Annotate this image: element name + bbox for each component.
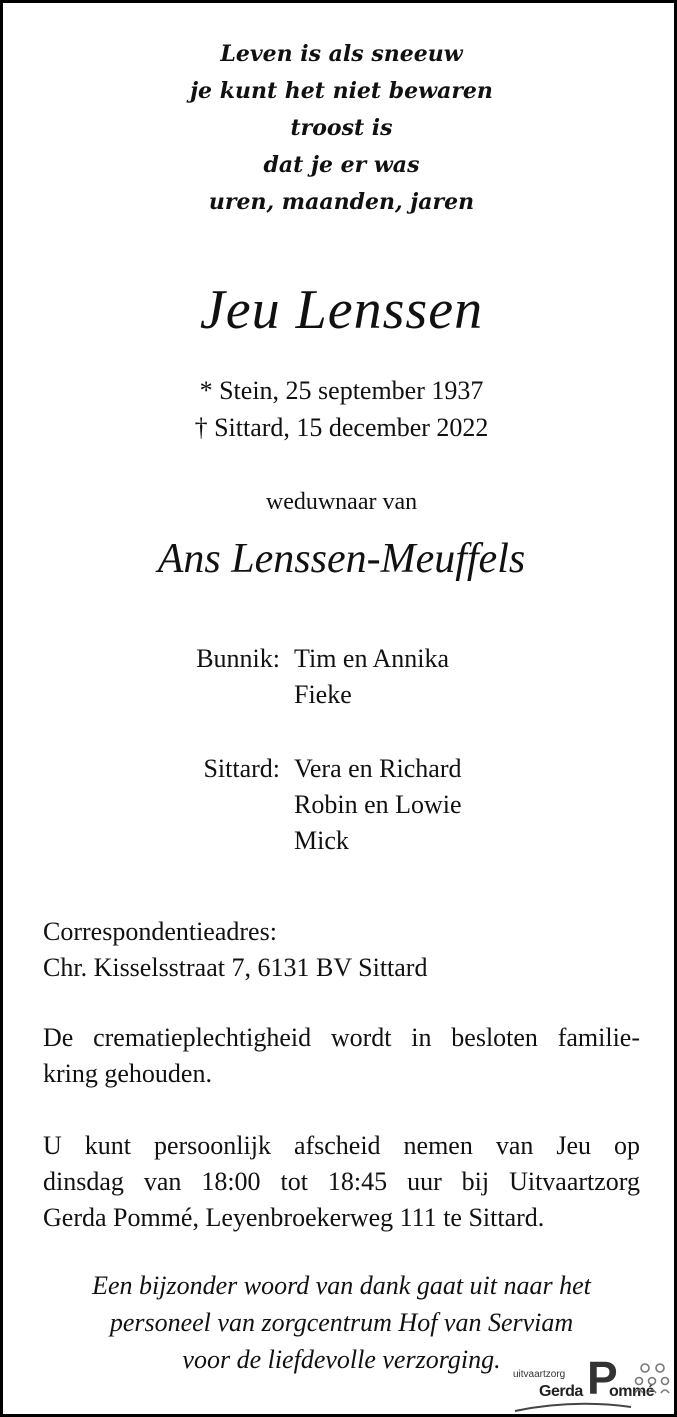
thanks-line: personeel van zorgcentrum Hof van Serviam	[109, 1308, 574, 1337]
life-dates	[3, 372, 677, 446]
cremation-notice	[43, 1020, 640, 1092]
family-members	[294, 751, 462, 859]
poem-line: dat je er was	[263, 152, 420, 178]
funeral-home-logo	[513, 1352, 673, 1415]
family-member: Vera en Richard	[294, 754, 462, 783]
poem-line: Leven is als sneeuw	[220, 41, 463, 67]
relation-text: weduwnaar van	[265, 489, 418, 515]
poem-line: uren, maanden, jaren	[208, 189, 475, 215]
cremation-line: kring gehouden.	[43, 1059, 212, 1088]
family-place: Bunnik:	[196, 644, 280, 673]
cremation-line: De crematieplechtigheid wordt in besloten familie-	[43, 1023, 640, 1052]
visitation-line: U kunt persoonlijk afscheid nemen van Jeu op	[43, 1131, 640, 1160]
logo-swoosh	[513, 1401, 633, 1413]
family-member: Mick	[294, 826, 349, 855]
people-icon	[633, 1361, 673, 1401]
family-member: Tim en Annika	[294, 644, 450, 673]
spouse-name: Ans Lenssen-Meuffels	[157, 536, 526, 582]
visitation-notice	[43, 1128, 640, 1236]
logo-small-text: uitvaartzorg	[513, 1369, 566, 1380]
birth-date: * Stein, 25 september 1937	[199, 376, 484, 405]
family-place: Sittard:	[203, 754, 280, 783]
deceased-name: Jeu Lenssen	[199, 279, 484, 341]
poem-line: troost is	[290, 115, 393, 141]
family-member: Fieke	[294, 680, 352, 709]
family-member: Robin en Lowie	[294, 790, 462, 819]
visitation-line: dinsdag van 18:00 tot 18:45 uur bij Uitvaartzorg	[43, 1167, 640, 1196]
thanks-line: Een bijzonder woord van dank gaat uit naar het	[92, 1271, 591, 1300]
death-date: † Sittard, 15 december 2022	[194, 413, 489, 442]
logo-initial: P	[587, 1352, 618, 1404]
poem-line: je kunt het niet bewaren	[190, 78, 493, 104]
logo-first-name: Gerda	[539, 1383, 583, 1400]
poem	[3, 36, 677, 221]
visitation-line: Gerda Pommé, Leyenbroekerweg 111 te Sittard.	[43, 1203, 545, 1232]
logo-last-name: ommé	[609, 1383, 655, 1400]
correspondence-address	[43, 914, 640, 986]
correspondence-label: Correspondentieadres:	[43, 917, 277, 946]
thanks-line: voor de liefdevolle verzorging.	[182, 1345, 501, 1374]
correspondence-street: Chr. Kisselsstraat 7, 6131 BV Sittard	[43, 953, 428, 982]
family-members	[294, 641, 449, 713]
